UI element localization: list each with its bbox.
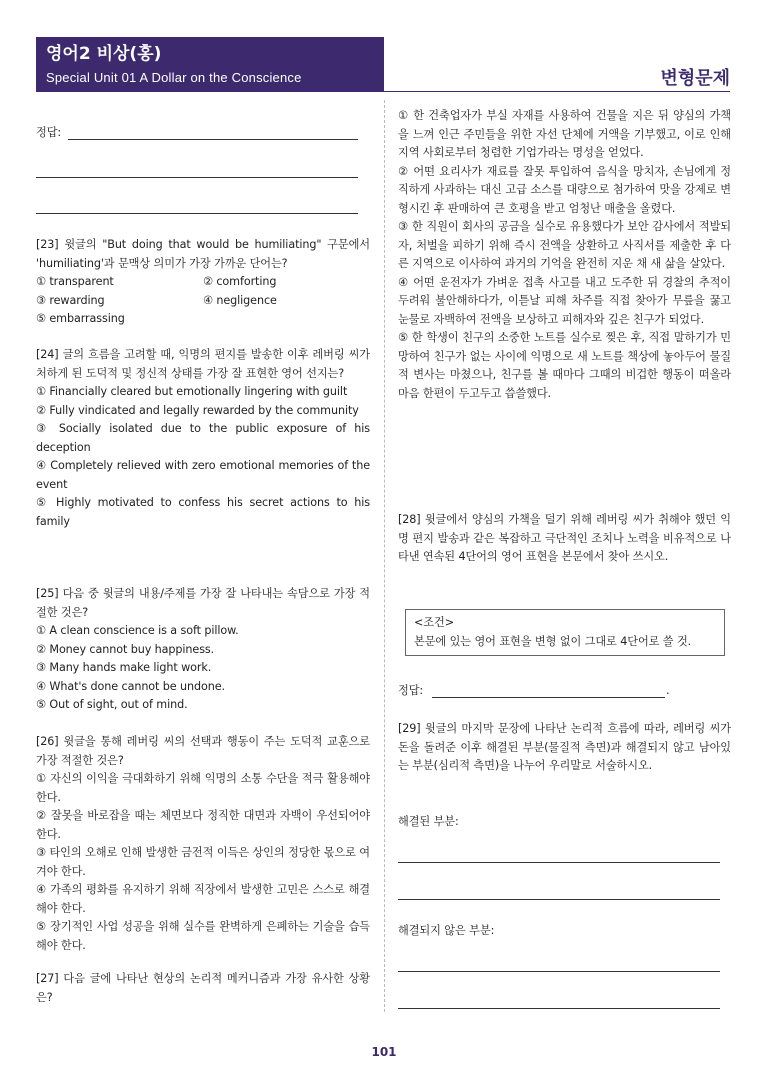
option[interactable]: ④ 가족의 평화를 유지하기 위해 직장에서 발생한 고민은 스스로 해결해야 한다. xyxy=(36,883,370,915)
option[interactable]: ④ What's done cannot be undone. xyxy=(36,679,225,693)
option[interactable]: ① Financially cleared but emotionally lingering with guilt xyxy=(36,385,348,398)
option[interactable]: ④ 어떤 운전자가 가벼운 접촉 사고를 내고 도주한 뒤 경찰의 추적이 두려워 불안해하다가, 이튿날 피해 차주를 직접 찾아가 무릎을 꿇고 눈물로 자백하여 전액을 보상하고 피해자와 깊은 친구가 되었다. xyxy=(398,275,731,326)
option[interactable]: ④ negligence xyxy=(203,293,277,307)
answer-blank-line-1[interactable] xyxy=(68,139,358,140)
unresolved-part-label: 해결되지 않은 부분: xyxy=(398,924,495,937)
unresolved-answer-line-2[interactable] xyxy=(398,1008,720,1009)
option[interactable]: ① 자신의 이익을 극대화하기 위해 익명의 소통 수단을 적극 활용해야 한다. xyxy=(36,772,370,804)
question-24 xyxy=(36,346,370,531)
worksheet-type-label: 변형문제 xyxy=(660,68,730,89)
question-23 xyxy=(36,236,370,329)
option[interactable]: ① transparent xyxy=(36,275,114,288)
answer-label: 정답: xyxy=(398,684,424,697)
unit-subtitle: Special Unit 01 A Dollar on the Conscience xyxy=(46,70,302,85)
answer-end-period: . xyxy=(666,684,670,697)
question-28-stem: [28] 윗글에서 양심의 가책을 덜기 위해 레버링 씨가 취해야 했던 익명 편지 발송과 같은 복잡하고 극단적인 조치나 노력을 비유적으로 나타낸 연속된 4단어의 영어 표현을 본문에서 찾아 쓰시오. xyxy=(398,513,731,563)
column-divider xyxy=(384,100,385,1012)
resolved-part-label: 해결된 부분: xyxy=(398,815,459,828)
question-24-stem: [24] 글의 흐름을 고려할 때, 익명의 편지를 발송한 이후 레버링 씨가 처하게 된 도덕적 및 정신적 상태를 가장 잘 표현한 영어 선지는? xyxy=(36,348,370,380)
header-banner xyxy=(36,37,384,92)
option[interactable]: ⑤ 한 학생이 친구의 소중한 노트를 실수로 찢은 후, 직접 말하기가 민망하여 친구가 없는 사이에 익명으로 새 노트를 책상에 놓아두어 물질적 변사는 마쳤으나, 친구를 볼 때마다 그때의 비겁한 행동이 떠올라 마음 한편이 두고두고 씁쓸했다. xyxy=(398,331,731,400)
question-29-stem: [29] 윗글의 마지막 문장에 나타난 논리적 흐름에 따라, 레버링 씨가 돈을 돌려준 이후 해결된 부분(물질적 측면)과 해결되지 않고 남아있는 부분(심리적 측면)을 나누어 우리말로 서술하시오. xyxy=(398,722,731,772)
option[interactable]: ② 잘못을 바로잡을 때는 체면보다 정직한 대면과 자백이 우선되어야 한다. xyxy=(36,809,370,841)
option[interactable]: ③ Socially isolated due to the public exposure of his deception xyxy=(36,422,370,454)
condition-text: 본문에 있는 영어 표현을 변형 없이 그대로 4단어로 쓸 것. xyxy=(414,634,692,648)
resolved-answer-line-2[interactable] xyxy=(398,899,720,900)
page-number: 101 xyxy=(371,1045,397,1059)
header-divider xyxy=(36,91,730,92)
unresolved-answer-line-1[interactable] xyxy=(398,971,720,972)
option[interactable]: ② 어떤 요리사가 재료를 잘못 투입하여 음식을 망치자, 손님에게 정직하게 사과하는 대신 고급 소스를 대량으로 첨가하여 맛을 강제로 변형시킨 후 판매하여 큰 호평을 받고 엄청난 매출을 올렸다. xyxy=(398,164,731,215)
question-29 xyxy=(398,720,731,776)
condition-title: <조건> xyxy=(414,616,454,629)
question-28-answer-line[interactable] xyxy=(432,697,665,698)
question-25 xyxy=(36,585,370,715)
question-23-options xyxy=(36,273,370,329)
answer-label: 정답: xyxy=(36,126,62,139)
question-27-options xyxy=(398,107,731,403)
option[interactable]: ① A clean conscience is a soft pillow. xyxy=(36,624,239,637)
option[interactable]: ⑤ embarrassing xyxy=(36,312,125,325)
option[interactable]: ⑤ Highly motivated to confess his secret actions to his family xyxy=(36,496,370,528)
answer-blank-line-3[interactable] xyxy=(36,213,358,214)
condition-box xyxy=(405,609,725,656)
question-23-stem: [23] 윗글의 "But doing that would be humiliating" 구문에서 'humiliating'과 문맥상 의미가 가장 가까운 단어는? xyxy=(36,238,370,270)
answer-blank-line-2[interactable] xyxy=(36,177,358,178)
option[interactable]: ② comforting xyxy=(203,275,277,288)
option[interactable]: ② Money cannot buy happiness. xyxy=(36,642,215,656)
resolved-answer-line-1[interactable] xyxy=(398,862,720,863)
option[interactable]: ② Fully vindicated and legally rewarded by the community xyxy=(36,403,359,417)
option[interactable]: ① 한 건축업자가 부실 자재를 사용하여 건물을 지은 뒤 양심의 가책을 느껴 인근 주민들을 위한 자선 단체에 거액을 기부했고, 이로 인해 지역 사회로부터 청렴한 기업가라는 명성을 얻었다. xyxy=(398,109,731,159)
option[interactable]: ⑤ 장기적인 사업 성공을 위해 실수를 완벽하게 은폐하는 기술을 습득해야 한다. xyxy=(36,920,370,952)
question-26 xyxy=(36,733,370,955)
option[interactable]: ③ rewarding xyxy=(36,293,105,307)
question-27 xyxy=(36,970,370,1007)
option[interactable]: ③ 한 직원이 회사의 공금을 실수로 유용했다가 보안 감사에서 적발되자, 처벌을 피하기 위해 즉시 전액을 상환하고 사직서를 제출한 후 다른 지역으로 이사하여 과거의 기억을 완전히 지운 채 새 삶을 살았다. xyxy=(398,220,731,270)
option[interactable]: ③ Many hands make light work. xyxy=(36,661,212,674)
option[interactable]: ③ 타인의 오해로 인해 발생한 금전적 이득은 상인의 정당한 몫으로 여겨야 한다. xyxy=(36,846,370,878)
question-28 xyxy=(398,511,731,567)
question-26-stem: [26] 윗글을 통해 레버링 씨의 선택과 행동이 주는 도덕적 교훈으로 가장 적절한 것은? xyxy=(36,735,370,767)
option[interactable]: ⑤ Out of sight, out of mind. xyxy=(36,698,188,711)
page-title: 영어2 비상(홍) xyxy=(46,44,162,64)
question-27-stem: [27] 다음 글에 나타난 현상의 논리적 메커니즘과 가장 유사한 상황은? xyxy=(36,972,370,1004)
option[interactable]: ④ Completely relieved with zero emotional memories of the event xyxy=(36,459,370,491)
question-25-stem: [25] 다음 중 윗글의 내용/주제를 가장 잘 나타내는 속담으로 가장 적절한 것은? xyxy=(36,587,370,619)
